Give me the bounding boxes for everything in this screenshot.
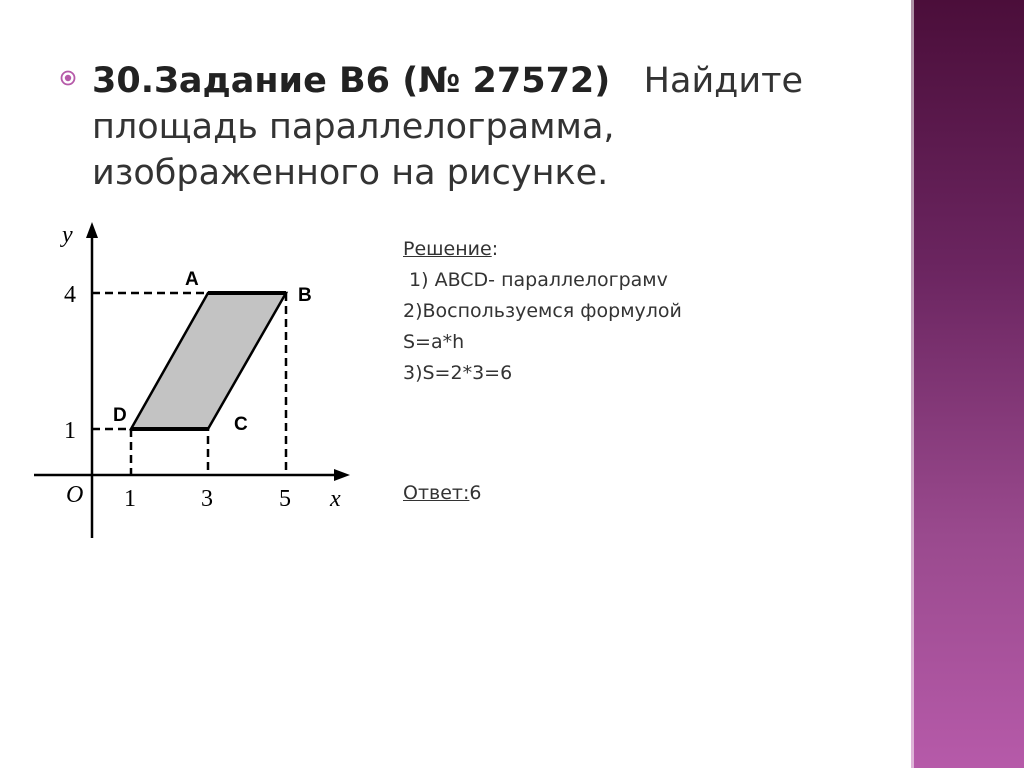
solution-step-2: 2)Воспользуемся формулой (403, 300, 682, 322)
y-axis-arrow-icon (86, 222, 98, 238)
task-title (92, 58, 852, 196)
solution-heading: Решение (403, 238, 492, 260)
decorative-side-panel (911, 0, 1024, 768)
solution-step-1: 1) ABCD- параллелограмv (403, 269, 668, 291)
x-axis-label: x (330, 486, 341, 512)
parallelogram-figure (30, 218, 360, 548)
solution-formula: S=a*h (403, 331, 465, 353)
x-tick-5: 5 (279, 486, 291, 512)
origin-label: O (66, 482, 84, 508)
point-d-label: D (113, 405, 127, 426)
x-tick-3: 3 (201, 486, 213, 512)
answer-line (403, 478, 481, 509)
point-a-label: A (185, 269, 199, 290)
answer-label: Ответ: (403, 482, 470, 504)
parallelogram-abcd (131, 293, 286, 429)
task-number: 30.Задание B6 (№ 27572) (92, 61, 611, 101)
y-tick-4: 4 (64, 282, 76, 308)
y-tick-1: 1 (64, 418, 76, 444)
x-axis-arrow-icon (334, 469, 350, 481)
solution-step-3: 3)S=2*3=6 (403, 362, 513, 384)
solution-block (403, 234, 863, 389)
solution-colon: : (491, 238, 499, 260)
point-c-label: C (234, 414, 248, 435)
task-text: Найдите площадь параллелограмма, изображенного на рисунке. (92, 61, 804, 193)
y-axis-label: y (62, 222, 73, 248)
answer-value: 6 (469, 482, 482, 504)
bullet-circle-icon (60, 70, 76, 86)
point-b-label: B (298, 285, 312, 306)
x-tick-1: 1 (124, 486, 136, 512)
